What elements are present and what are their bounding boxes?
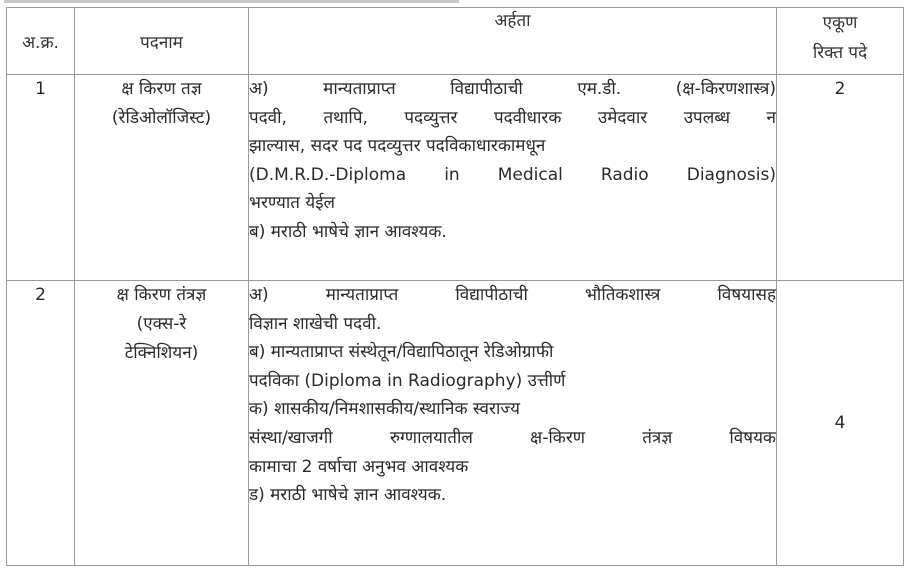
top-rule (4, 0, 459, 3)
table-row (7, 75, 904, 281)
qualification-line: पदविका (Diploma in Radiography) उत्तीर्ण (249, 370, 566, 391)
qualification-line: ब) मराठी भाषेचे ज्ञान आवश्यक. (249, 221, 447, 242)
qualification-line: विज्ञान शाखेची पदवी. (249, 313, 382, 334)
post-line: क्ष किरण तज्ञ (121, 79, 202, 99)
row-serial: 2 (7, 281, 75, 566)
qualification-line: ब) मान्यताप्राप्त संस्थेतून/विद्यापिठातून रेडिओग्राफी (249, 342, 554, 363)
qualification-line: भरण्यात येईल (249, 193, 336, 214)
row-vacancies: 2 (777, 75, 904, 281)
header-vacancies (777, 8, 904, 75)
row-qualification (249, 281, 777, 566)
row-post (75, 75, 249, 281)
post-line: (रेडिओलॉजिस्ट) (111, 108, 212, 128)
header-qualification: अर्हता (249, 8, 777, 75)
qualification-line: क) शासकीय/निमशासकीय/स्थानिक स्वराज्य (249, 399, 520, 420)
header-post: पदनाम (75, 8, 249, 75)
row-qualification (249, 75, 777, 281)
row-vacancies: 4 (777, 281, 904, 566)
qualification-line: संस्था/खाजगी रुग्णालयातील क्ष-किरण तंत्रज्ञ विषयक (249, 427, 776, 448)
qualification-line: (D.M.R.D.-Diploma in Medical Radio Diagnosis) (249, 164, 776, 185)
row-post (75, 281, 249, 566)
post-line: (एक्स-रे (136, 314, 187, 334)
qualification-line: पदवी, तथापि, पदव्युत्तर पदवीधारक उमेदवार उपलब्ध न (249, 107, 776, 128)
qualification-line: ड) मराठी भाषेचे ज्ञान आवश्यक. (249, 485, 447, 506)
table-header-row (7, 8, 904, 75)
qualification-line: झाल्यास, सदर पद पदव्युत्तर पदविकाधारकामधून (249, 136, 546, 157)
vacancy-table (6, 7, 904, 566)
header-serial: अ.क्र. (7, 8, 75, 75)
qualification-line: अ) मान्यताप्राप्त विद्यापीठाची भौतिकशास्त्र विषयासह (249, 285, 776, 305)
table-row (7, 281, 904, 566)
qualification-line: कामाचा 2 वर्षाचा अनुभव आवश्यक (249, 456, 469, 477)
header-vacancies-line2: रिक्त पदे (812, 43, 868, 63)
qualification-line: अ) मान्यताप्राप्त विद्यापीठाची एम.डी. (क्ष-किरणशास्त्र) (249, 79, 776, 99)
post-line: टेक्निशियन) (124, 343, 199, 363)
post-line: क्ष किरण तंत्रज्ञ (116, 285, 207, 305)
header-vacancies-line1: एकूण (822, 13, 858, 33)
row-serial: 1 (7, 75, 75, 281)
